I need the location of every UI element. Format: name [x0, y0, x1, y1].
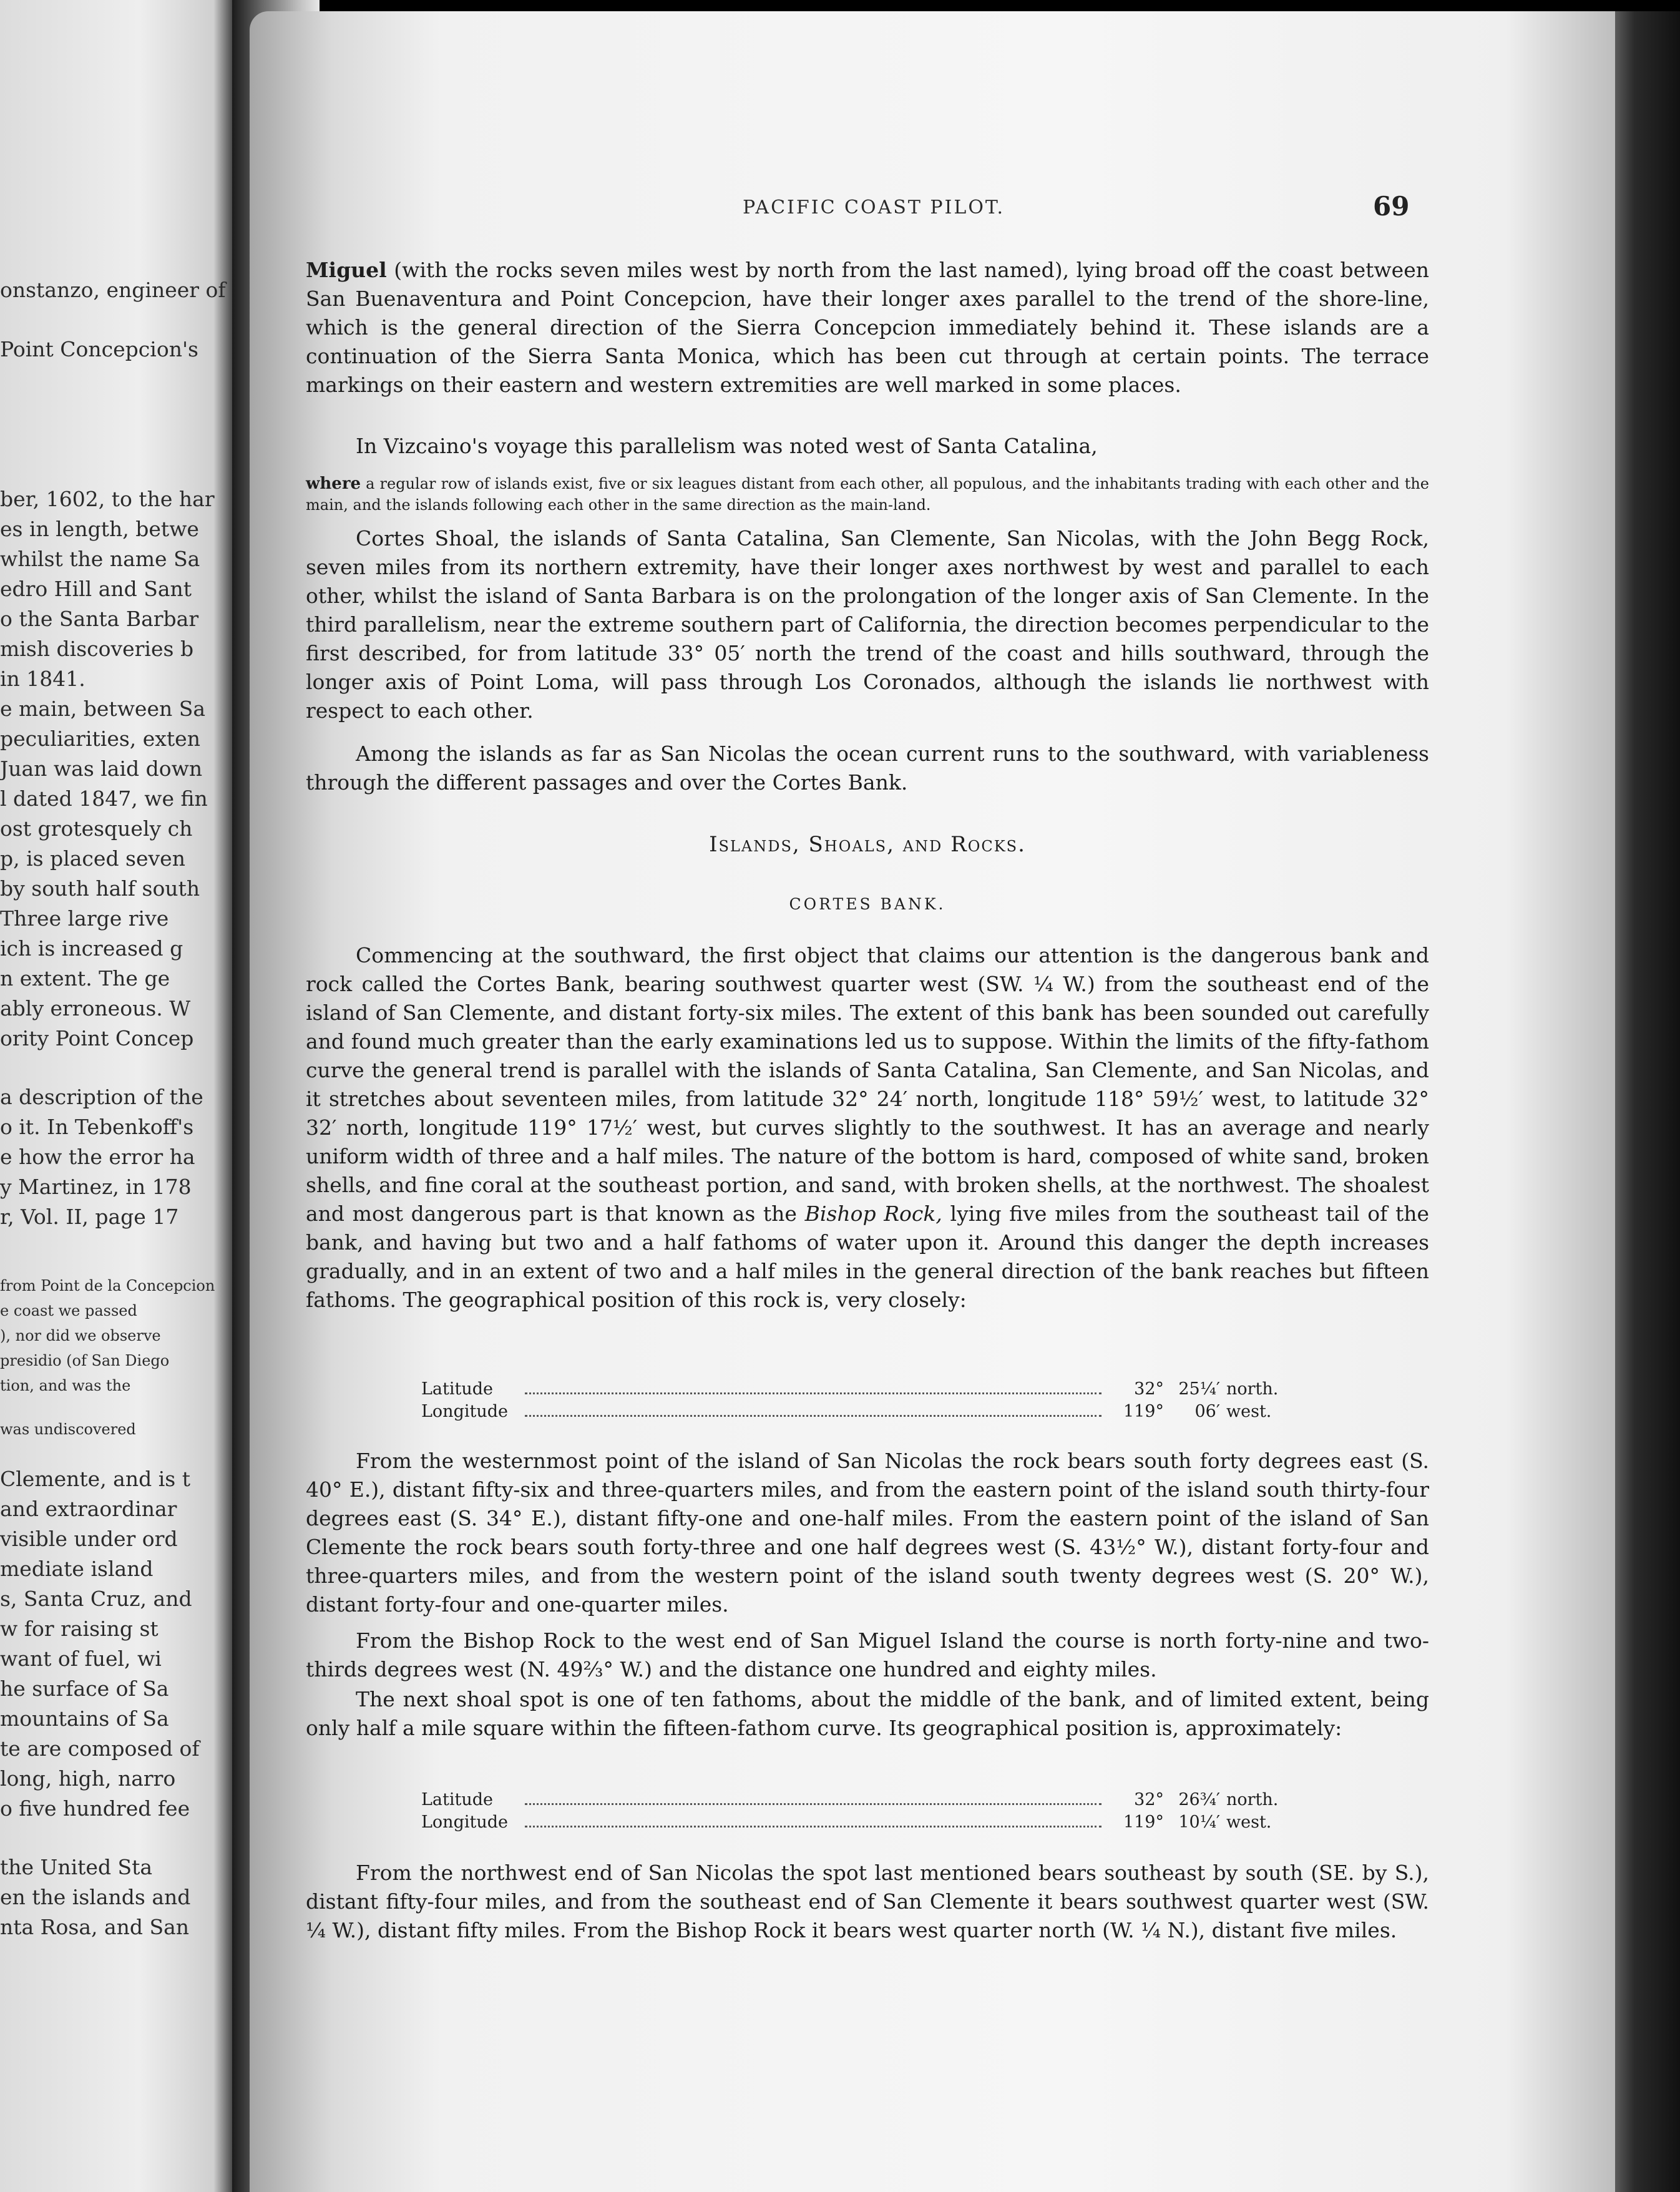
left-page-line: o the Santa Barbar: [0, 607, 199, 631]
coordinate-degrees: 119°: [1123, 1813, 1164, 1832]
left-page-line: e main, between Sa: [0, 697, 206, 721]
left-page-line: ost grotesquely ch: [0, 816, 193, 841]
coordinate-row: [421, 1379, 1295, 1402]
left-page-line: nta Rosa, and San: [0, 1915, 190, 1939]
left-page-line: mediate island: [0, 1557, 154, 1581]
paragraph-3: Cortes Shoal, the islands of Santa Catalina, San Clemente, San Nicolas, with the John Begg Rock, seven miles from its northern extremity, have their longer axes northwest by west and parallel to each other, whilst the island of Santa Barbara is on the prolongation of the longer axis of San Clemente. In the third parallelism, near the extreme southern part of California, the direction becomes perpendicular to the first described, for from latitude 33° 05′ north the trend of the coast and hills southward, through the longer axis of Point Loma, will pass through Los Coronados, although the islands lie northwest with respect to each other.: [306, 526, 1429, 723]
left-page-line: presidio (of San Diego: [0, 1352, 170, 1369]
coordinate-label: Latitude: [421, 1379, 494, 1399]
left-page-line: r, Vol. II, page 17: [0, 1205, 179, 1229]
block-quote: [306, 473, 1429, 516]
coordinate-label: Longitude: [421, 1402, 508, 1421]
left-page-line: te are composed of: [0, 1736, 200, 1761]
section-title: Islands, Shoals, and Rocks.: [709, 832, 1026, 857]
left-page-line: and extraordinar: [0, 1497, 177, 1521]
left-page-line: n extent. The ge: [0, 966, 170, 991]
left-page-line: mish discoveries b: [0, 637, 194, 661]
left-page-line: whilst the name Sa: [0, 547, 200, 571]
left-page-line: want of fuel, wi: [0, 1646, 162, 1671]
left-page-line: onstanzo, engineer of: [0, 278, 226, 302]
paragraph-8: The next shoal spot is one of ten fathoms, about the middle of the bank, and of limited extent, being only half a mile square within the fifteen-fathom curve. Its geographical position is, approximately:: [306, 1687, 1429, 1740]
left-page-line: Three large rive: [0, 906, 169, 931]
left-page-line: s, Santa Cruz, and: [0, 1587, 192, 1611]
leader-dots: [525, 1826, 1101, 1827]
left-page-line: y Martinez, in 178: [0, 1175, 192, 1199]
coordinate-degrees: 119°: [1123, 1402, 1164, 1421]
left-page-line: p, is placed seven: [0, 846, 185, 871]
left-page-line: es in length, betwe: [0, 517, 199, 541]
left-page-line: the United Sta: [0, 1855, 153, 1879]
leader-dots: [525, 1392, 1101, 1394]
running-head: PACIFIC COAST PILOT.: [743, 197, 1005, 218]
left-page-line: from Point de la Concepcion: [0, 1277, 215, 1294]
left-page-line: was undiscovered: [0, 1421, 136, 1438]
coordinate-direction: north.: [1226, 1790, 1279, 1809]
coordinate-row: [421, 1790, 1295, 1813]
text-column: [306, 0, 1429, 2192]
left-page-line: a description of the: [0, 1085, 203, 1109]
coordinate-direction: west.: [1226, 1402, 1272, 1421]
paragraph-2: In Vizcaino's voyage this parallelism was noted west of Santa Catalina,: [356, 434, 1098, 458]
left-page-line: l dated 1847, we fin: [0, 786, 208, 811]
coordinate-minutes: 26¾′: [1178, 1790, 1220, 1809]
coordinate-label: Latitude: [421, 1790, 494, 1809]
left-page-line: w for raising st: [0, 1617, 159, 1641]
left-page-line: tion, and was the: [0, 1377, 131, 1394]
block-quote-text: a regular row of islands exist, five or six leagues distant from each other, all populous, and the inhabitants trading with each other and the main, and the islands following each other in the same direction as the main-land.: [306, 475, 1429, 514]
paragraph-6: From the westernmost point of the island of San Nicolas the rock bears south forty degrees east (S. 40° E.), distant fifty-six and three-quarters miles, and from the eastern point of the island south thirty-four degrees east (S. 34° E.), distant fifty-one and one-half miles. From the eastern point of the island of San Clemente the rock bears south forty-three and one half degrees west (S. 43½° W.), distant forty-four and three-quarters miles, and from the western point of the island south twenty degrees west (S. 20° W.), distant forty-four and one-quarter miles.: [306, 1449, 1429, 1617]
left-page-line: ), nor did we observe: [0, 1327, 161, 1344]
left-page-line: ich is increased g: [0, 936, 183, 961]
paragraph-1: [306, 256, 1429, 399]
paragraph-1-text: (with the rocks seven miles west by north from the last named), lying broad off the coast between San Buenaventura and Point Concepcion, have their longer axes parallel to the trend of the shore-line, which is the general direction of the Sierra Concepcion immediately behind it. These islands are a continuation of the Sierra Santa Monica, which has been cut through at certain points. The terrace markings on their eastern and western extremities are well marked in some places.: [306, 258, 1429, 397]
paragraph-5: [306, 941, 1429, 1314]
left-page-line: Juan was laid down: [0, 756, 203, 781]
coordinate-row: [421, 1813, 1295, 1835]
left-page-line: e coast we passed: [0, 1302, 137, 1319]
left-page-line: peculiarities, exten: [0, 727, 200, 751]
left-page-line: o it. In Tebenkoff's: [0, 1115, 194, 1139]
coordinate-minutes: 06′: [1194, 1402, 1220, 1421]
left-page-line: ority Point Concep: [0, 1026, 194, 1050]
left-page-line: e how the error ha: [0, 1145, 195, 1169]
coordinate-minutes: 25¼′: [1178, 1379, 1220, 1399]
left-page-line: he surface of Sa: [0, 1676, 169, 1701]
paragraph-7: From the Bishop Rock to the west end of San Miguel Island the course is north forty-nine and two-thirds degrees west (N. 49⅔° W.) and the distance one hundred and eighty miles.: [306, 1628, 1429, 1681]
block-quote-lead: where: [306, 474, 361, 493]
left-page-line: en the islands and: [0, 1885, 191, 1909]
left-page-line: in 1841.: [0, 667, 85, 691]
coordinate-degrees: 32°: [1134, 1790, 1164, 1809]
coordinate-row: [421, 1402, 1295, 1424]
coordinates-table-1: [421, 1379, 1295, 1424]
paragraph-5-italic: Bishop Rock,: [804, 1201, 942, 1226]
coordinate-minutes: 10¼′: [1178, 1813, 1220, 1832]
paragraph-5-text-b: lying five miles from the southeast tail of the bank, and having but two and a half fathoms of water upon it. Around this danger the depth increases gradually, and in an extent of two and a half miles in the general direction of the bank reaches but fifteen fathoms. The geographical position of this rock is, very closely:: [306, 1201, 1429, 1312]
coordinate-degrees: 32°: [1134, 1379, 1164, 1399]
page-edge: [1615, 11, 1680, 2192]
left-page-line: ber, 1602, to the har: [0, 487, 215, 511]
leader-dots: [525, 1415, 1101, 1417]
left-page-line: edro Hill and Sant: [0, 577, 192, 601]
page-number: 69: [1373, 191, 1410, 222]
left-page-line: by south half south: [0, 876, 200, 901]
sub-title: CORTES BANK.: [789, 895, 946, 913]
coordinate-label: Longitude: [421, 1813, 508, 1832]
paragraph-9: From the northwest end of San Nicolas the spot last mentioned bears southeast by south (SE. by S.), distant fifty-four miles, and from the southeast end of San Clemente it bears southwest quarter west (SW. ¼ W.), distant fifty miles. From the Bishop Rock it bears west quarter north (W. ¼ N.), distant five miles.: [306, 1861, 1429, 1942]
left-page-line: o five hundred fee: [0, 1796, 190, 1821]
left-page-line: Point Concepcion's: [0, 337, 198, 361]
left-page-line: ably erroneous. W: [0, 996, 191, 1020]
coordinate-direction: west.: [1226, 1813, 1272, 1832]
leader-dots: [525, 1803, 1101, 1805]
coordinate-direction: north.: [1226, 1379, 1279, 1399]
left-page-line: visible under ord: [0, 1527, 178, 1551]
left-page-line: Clemente, and is t: [0, 1467, 190, 1491]
paragraph-4: Among the islands as far as San Nicolas the ocean current runs to the southward, with variableness through the different passages and over the Cortes Bank.: [306, 741, 1429, 795]
coordinates-table-2: [421, 1790, 1295, 1835]
paragraph-1-lead: Miguel: [306, 258, 387, 282]
paragraph-5-text-a: Commencing at the southward, the first object that claims our attention is the dangerous bank and rock called the Cortes Bank, bearing southwest quarter west (SW. ¼ W.) from the southeast end of the island of San Clemente, and distant forty-six miles. The extent of this bank has been sounded out carefully and found much greater than the early examinations led us to suppose. Within the limits of the fifty-fathom curve the general trend is parallel with the islands of Santa Catalina, San Clemente, and San Nicolas, and it stretches about seventeen miles, from latitude 32° 24′ north, longitude 118° 59½′ west, to latitude 32° 32′ north, longitude 119° 17½′ west, but curves slightly to the southwest. It has an average and nearly uniform width of three and a half miles. The nature of the bottom is hard, composed of white sand, broken shells, and fine coral at the southeast portion, and sand, with broken shells, at the northwest. The shoalest and most dangerous part is that known as the: [306, 943, 1429, 1226]
left-page-line: long, high, narro: [0, 1766, 176, 1791]
left-facing-page: [0, 0, 232, 2192]
left-page-line: mountains of Sa: [0, 1706, 169, 1731]
